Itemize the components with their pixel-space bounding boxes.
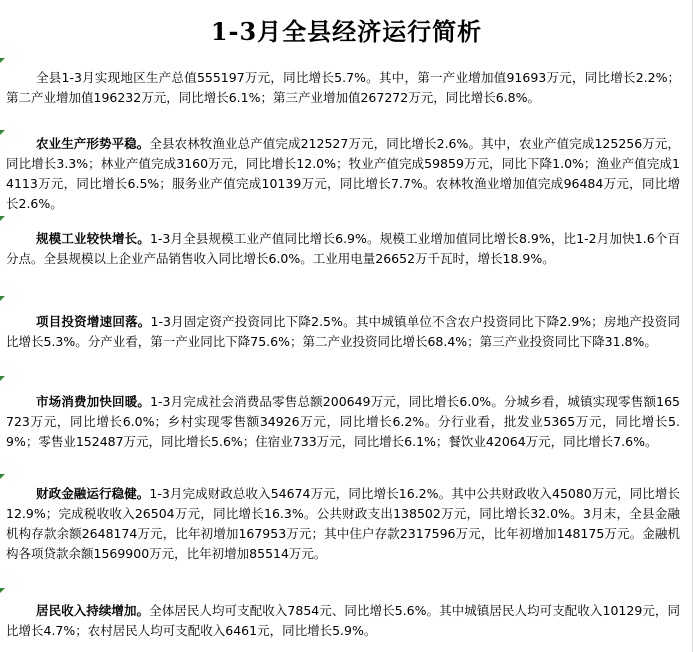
paragraph-text: 全体居民人均可支配收入7854元、同比增长5.6%。其中城镇居民人均可支配收入10129元，同比增长4.7%；农村居民人均可支配收入6461元，同比增长5.9%。 [6,603,680,638]
paragraph-consumption [6,392,680,452]
paragraph-text: 1-3月完成社会消费品零售总额200649万元，同比增长6.0%。分城乡看，城镇实现零售额165723万元，同比增长6.0%；乡村实现零售额34926万元，同比增长6.2%。分行业看，批发业5365万元，同比增长5.9%；零售业152487万元，同比增长5.6%；住宿业733万元，同比增长6.1%；餐饮业42064万元，同比增长7.6%。 [6,394,680,449]
document-title: 1-3月全县经济运行简析 [210,17,483,46]
paragraph-investment [6,312,680,352]
paragraph-industry [6,229,680,269]
cell-comment-marker [0,376,5,381]
cell-comment-marker [0,588,5,593]
cell-comment-marker [0,216,5,221]
paragraph-text: 全县农林牧渔业总产值完成212527万元，同比增长2.6%。其中，农业产值完成125256万元，同比增长3.3%；林业产值完成3160万元，同比增长12.0%；牧业产值完成59859万元，同比下降1.0%；渔业产值完成14113万元，同比增长6.5%；服务业产值完成10139万元，同比增长7.7%。农林牧渔业增加值完成96484万元，同比增长2.6%。 [6,136,680,211]
paragraph-agriculture [6,134,680,214]
paragraph-heading: 规模工业较快增长。 [36,231,150,246]
paragraph-text: 1-3月完成财政总收入54674万元，同比增长16.2%。其中公共财政收入45080万元，同比增长12.9%；完成税收收入26504万元，同比增长16.3%。公共财政支出138502万元，同比增长32.0%。3月末，全县金融机构存款余额2648174万元，比年初增加167953万元；其中住户存款2317596万元，比年初增加148175万元。金融机构各项贷款余额1569900万元，比年初增加85514万元。 [6,486,680,561]
paragraph-heading: 居民收入持续增加。 [36,603,150,618]
cell-comment-marker [0,130,5,135]
cell-comment-marker [0,58,5,63]
paragraph-text: 1-3月固定资产投资同比下降2.5%。其中城镇单位不含农户投资同比下降2.9%；房地产投资同比增长5.3%。分产业看，第一产业同比下降75.6%；第二产业投资同比增长68.4%；第三产业投资同比下降31.8%。 [6,314,680,349]
paragraph-overview [6,68,680,108]
cell-comment-marker [0,474,5,479]
paragraph-heading: 财政金融运行稳健。 [36,486,150,501]
paragraph-text: 1-3月全县规模工业产值同比增长6.9%。规模工业增加值同比增长8.9%，比1-2月加快1.6个百分点。全县规模以上企业产品销售收入同比增长6.0%。工业用电量26652万千瓦时，增长18.9%。 [6,231,680,266]
paragraph-heading: 市场消费加快回暖。 [36,394,151,409]
paragraph-text: 全县1-3月实现地区生产总值555197万元，同比增长5.7%。其中，第一产业增加值91693万元，同比增长2.2%；第二产业增加值196232万元，同比增长6.1%；第三产业增加值267272万元，同比增长6.8%。 [6,70,680,105]
paragraph-heading: 农业生产形势平稳。 [36,136,150,151]
paragraph-heading: 项目投资增速回落。 [36,314,151,329]
paragraph-finance [6,484,680,564]
paragraph-income [6,601,680,641]
cell-comment-marker [0,296,5,301]
